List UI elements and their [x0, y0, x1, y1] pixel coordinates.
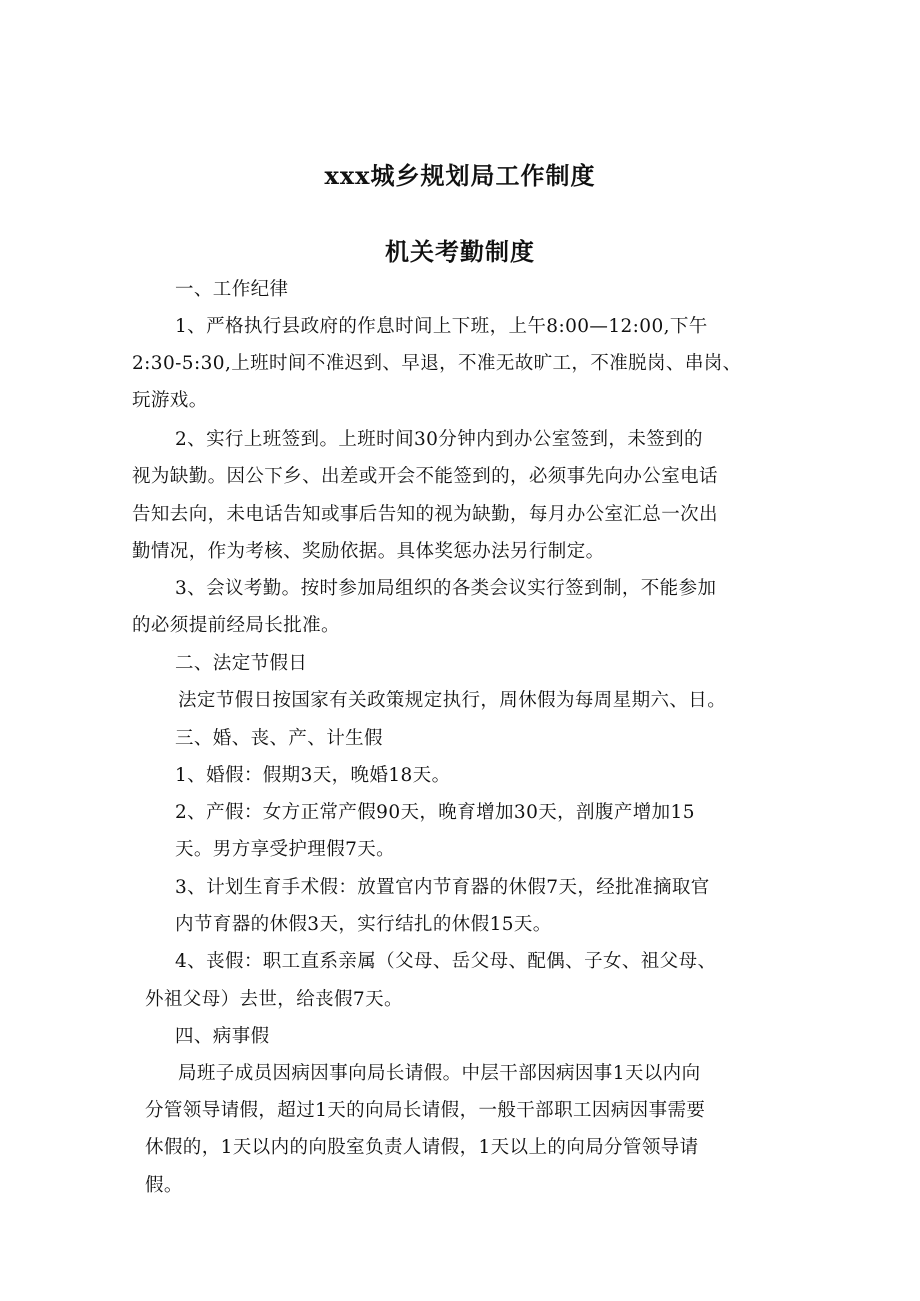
paragraph-line: 2:30-5:30,上班时间不准迟到、早退，不准无故旷工，不准脱岗、串岗、: [132, 353, 742, 374]
document-subtitle: 机关考勤制度: [385, 237, 535, 266]
section-heading-legal-holidays: 二、法定节假日: [175, 653, 308, 674]
paragraph-line: 玩游戏。: [132, 390, 208, 411]
paragraph-line: 的必须提前经局长批准。: [132, 615, 340, 636]
paragraph-line: 2、产假：女方正常产假90天，晚育增加30天，剖腹产增加15: [175, 802, 695, 823]
paragraph-line: 局班子成员因病因事向局长请假。中层干部因病因事1天以内向: [178, 1063, 701, 1084]
paragraph-line: 勤情况，作为考核、奖励依据。具体奖惩办法另行制定。: [132, 541, 605, 562]
paragraph-line: 1、严格执行县政府的作息时间上下班，上午8:00—12:00,下午: [175, 316, 708, 337]
paragraph-line: 4、丧假：职工直系亲属（父母、岳父母、配偶、子女、祖父母、: [175, 951, 717, 972]
paragraph-line: 内节育器的休假3天，实行结扎的休假15天。: [175, 914, 552, 935]
paragraph-line: 1、婚假：假期3天，晚婚18天。: [175, 765, 451, 786]
section-heading-sick-personal-leave: 四、病事假: [175, 1026, 270, 1047]
document-title: xxx城乡规划局工作制度: [324, 161, 596, 190]
section-heading-work-discipline: 一、工作纪律: [175, 279, 289, 300]
paragraph-line: 3、会议考勤。按时参加局组织的各类会议实行签到制，不能参加: [175, 578, 717, 599]
paragraph-line: 天。男方享受护理假7天。: [175, 839, 396, 860]
paragraph-line: 视为缺勤。因公下乡、出差或开会不能签到的，必须事先向办公室电话: [132, 466, 718, 487]
paragraph-line: 外祖父母）去世，给丧假7天。: [145, 989, 403, 1010]
paragraph-line: 告知去向，未电话告知或事后告知的视为缺勤，每月办公室汇总一次出: [132, 504, 718, 525]
paragraph-line: 休假的，1天以内的向股室负责人请假，1天以上的向局分管领导请: [145, 1137, 699, 1158]
paragraph-line: 分管领导请假，超过1天的向局长请假，一般干部职工因病因事需要: [145, 1100, 706, 1121]
paragraph-line: 法定节假日按国家有关政策规定执行，周休假为每周星期六、日。: [178, 690, 727, 711]
section-heading-leave-types: 三、婚、丧、产、计生假: [175, 728, 383, 749]
paragraph-line: 2、实行上班签到。上班时间30分钟内到办公室签到，未签到的: [175, 429, 703, 450]
paragraph-line: 3、计划生育手术假：放置官内节育器的休假7天，经批准摘取官: [175, 877, 710, 898]
paragraph-line: 假。: [145, 1175, 183, 1196]
